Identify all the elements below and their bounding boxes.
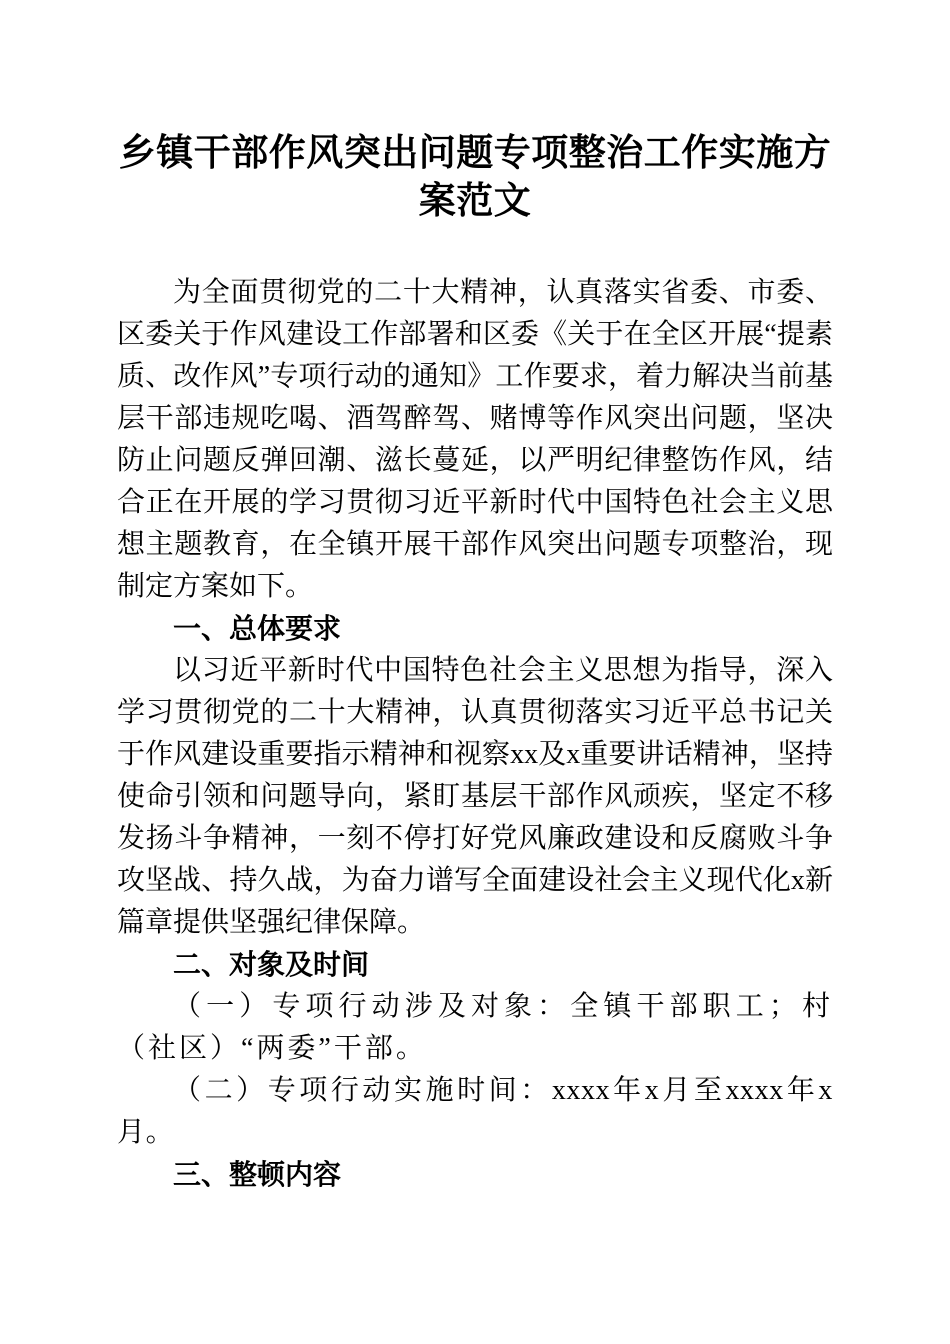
section-heading-one: 一、总体要求 <box>173 613 342 644</box>
preamble-paragraph: 为全面贯彻党的二十大精神，认真落实省委、市委、区委关于作风建设工作部署和区委《关于在全区开展“提素质、改作风”专项行动的通知》工作要求，着力解决当前基层干部违规吃喝、酒驾醉驾、赌博等作风突出问题，坚决防止问题反弹回潮、滋长蔓延，以严明纪律整饬作风，结合正在开展的学习贯彻习近平新时代中国特色社会主义思想主题教育，在全镇开展干部作风突出问题专项整治，现制定方案如下。 <box>117 277 833 602</box>
section-two-item-one: （一）专项行动涉及对象：全镇干部职工；村（社区）“两委”干部。 <box>117 991 833 1064</box>
section-heading-three: 三、整顿内容 <box>173 1159 342 1190</box>
document-body <box>117 0 833 1196</box>
section-two-item-two: （二）专项行动实施时间：xxxx年x月至xxxx年x月。 <box>117 1075 833 1148</box>
section-heading-two: 二、对象及时间 <box>173 949 370 980</box>
section-one-body-paragraph: 以习近平新时代中国特色社会主义思想为指导，深入学习贯彻党的二十大精神，认真贯彻落实习近平总书记关于作风建设重要指示精神和视察xx及x重要讲话精神，坚持使命引领和问题导向，紧盯基层干部作风顽疾，坚定不移发扬斗争精神，一刻不停打好党风廉政建设和反腐败斗争攻坚战、持久战，为奋力谱写全面建设社会主义现代化x新篇章提供坚强纪律保障。 <box>117 655 833 938</box>
page-title: 乡镇干部作风突出问题专项整治工作实施方案范文 <box>118 133 832 222</box>
